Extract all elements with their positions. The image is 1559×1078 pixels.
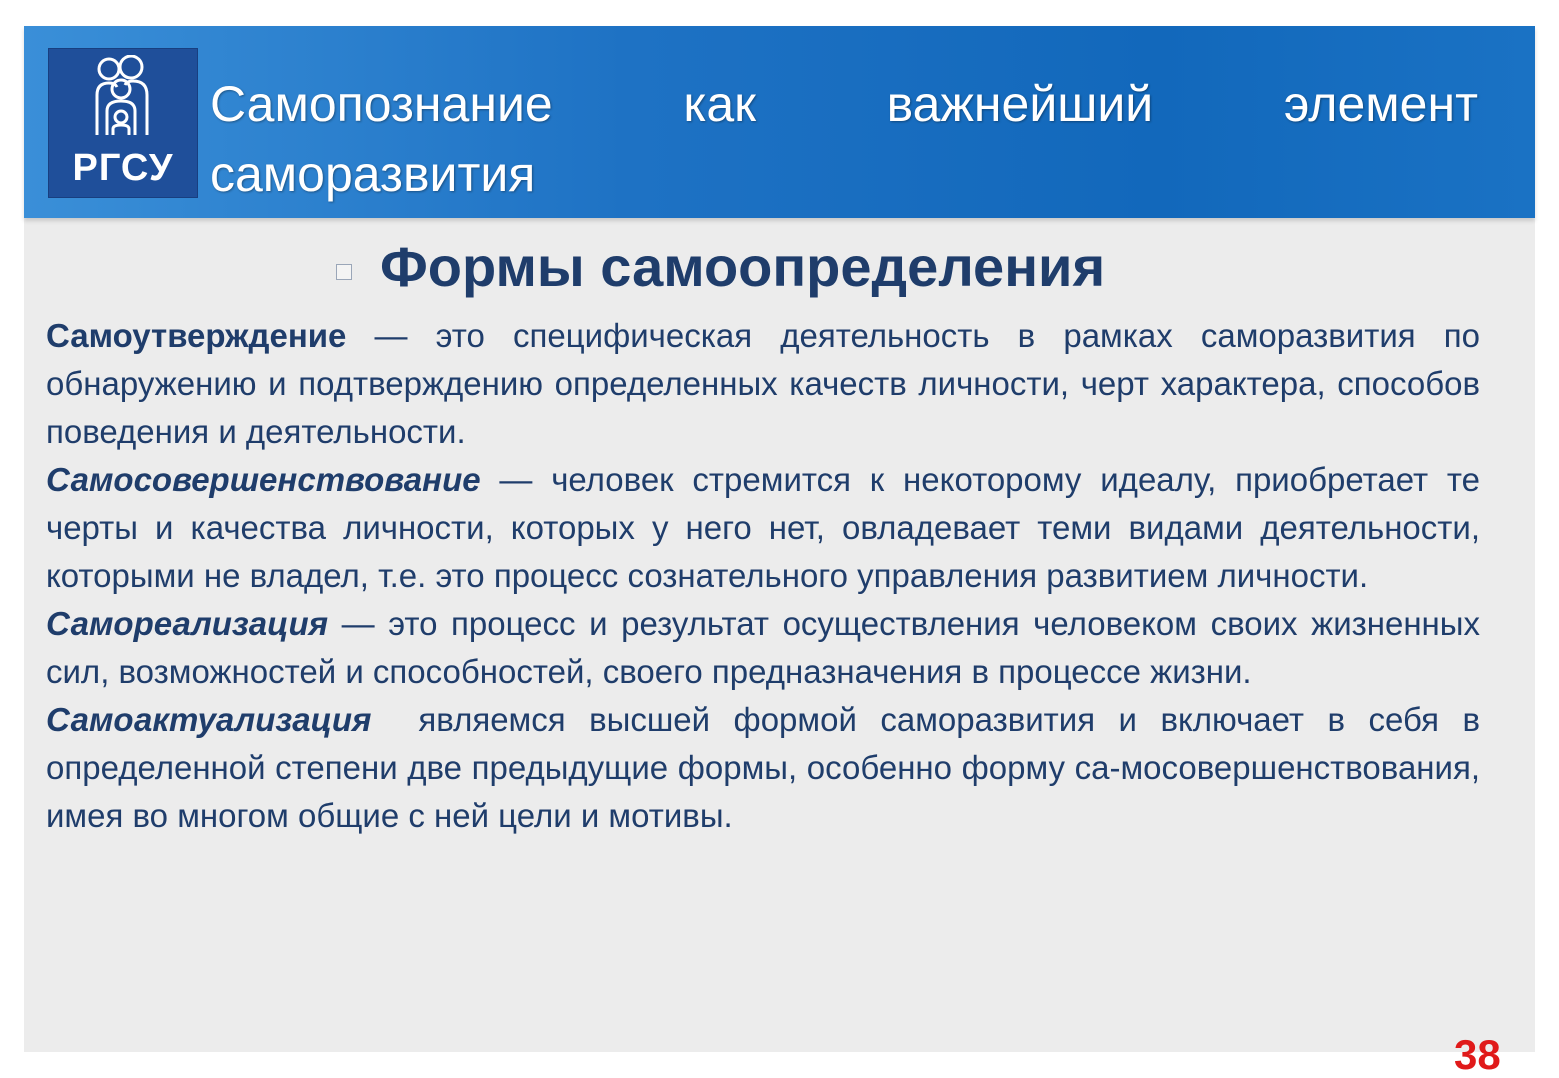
- page-number: 38: [1454, 1031, 1501, 1078]
- header-bar: [24, 26, 1535, 218]
- term: Самореализация: [46, 605, 329, 642]
- header-title-word: элемент: [1283, 76, 1478, 132]
- term: Самоутверждение: [46, 317, 347, 354]
- header-title-word: важнейший: [886, 76, 1154, 132]
- paragraph: [46, 456, 1480, 600]
- square-bullet-icon: [336, 264, 352, 280]
- definition: — это процесс и результат осуществления человеком своих жизненных сил, возможностей и способностей, своего предназначения в процессе жизни.: [46, 605, 1480, 690]
- term: Самосовершенствование: [46, 461, 481, 498]
- header-title-line-1: [210, 74, 1478, 134]
- definition: — это специфическая деятельность в рамках саморазвития по обнаружению и подтверждению определенных качеств личности, черт характера, способов поведения и деятельности.: [46, 317, 1480, 450]
- definition: являемся высшей формой саморазвития и включает в себя в определенной степени две предыдущие формы, особенно форму са-мосовершенствования, имея во многом общие с ней цели и мотивы.: [46, 701, 1490, 834]
- paragraph: [46, 696, 1490, 840]
- family-figures-icon: [87, 55, 159, 145]
- term: Самоактуализация: [46, 701, 372, 738]
- logo-text: РГСУ: [72, 147, 174, 189]
- slide: [24, 26, 1535, 1078]
- body-text: [46, 312, 1490, 840]
- logo: [48, 48, 198, 198]
- section-title: Формы самоопределения: [380, 235, 1106, 298]
- header-title-word: Самопознание: [210, 76, 553, 132]
- header-title-line-2: саморазвития: [210, 146, 536, 202]
- paragraph: [46, 312, 1480, 456]
- definition: — человек стремится к некоторому идеалу, приобретает те черты и качества личности, которых у него нет, овладевает теми видами деятельности, которыми не владел, т.е. это процесс сознательного управления развитием личности.: [46, 461, 1480, 594]
- header-title-word: как: [683, 76, 756, 132]
- paragraph: [46, 600, 1480, 696]
